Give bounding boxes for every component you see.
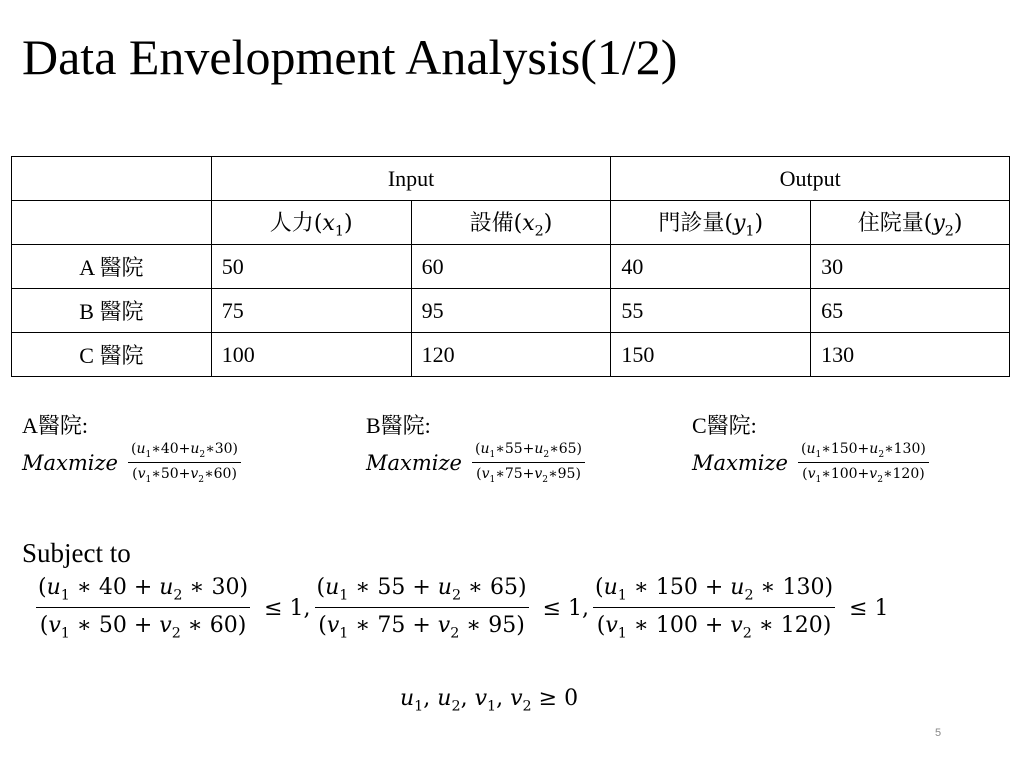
table-row [12,245,1010,289]
constraint-relation: ≤ 1, [264,595,311,621]
constraint-relation: ≤ 1 [849,595,889,621]
page-number: 5 [935,727,942,739]
table-cell: 40 [611,245,811,289]
hospital-b-objective [366,413,585,485]
row-name: B 醫院 [12,289,212,333]
hospital-c-objective [692,413,929,485]
table-cell: 130 [811,333,1010,377]
constraint-b-fraction: $\frac{(u_1 ∗ 55 + u_2 ∗ 65)}{(v_1 ∗ 75 + v_2 ∗ 95)}$ [316,575,527,642]
objective-fraction: $\frac{(u_1∗40+u_2∗30)}{(v_1∗50+v_2∗60)}$ [128,441,241,485]
maximize-label: Maxmize [692,451,788,476]
column-header-manpower: 人力$(x_1)$ [211,201,411,245]
maximize-label: Maxmize [366,451,462,476]
hospital-label: C醫院: [692,413,757,438]
table-group-header-row [12,157,1010,201]
objective-fraction: $\frac{(u_1∗55+u_2∗65)}{(v_1∗75+v_2∗95)}$ [472,441,585,485]
group-header-input: Input [211,157,611,201]
table-corner-cell [12,157,212,201]
table-cell: 30 [811,245,1010,289]
data-table [11,156,1010,377]
maximize-label: Maxmize [22,451,118,476]
column-header-inpatient: 住院量$(y_2)$ [811,201,1010,245]
objective-fraction: $\frac{(u_1∗150+u_2∗130)}{(v_1∗100+v_2∗120)}$ [798,441,929,485]
column-header-equipment: 設備$(x_2)$ [411,201,611,245]
table-row [12,333,1010,377]
group-header-output: Output [611,157,1010,201]
table-cell: 55 [611,289,811,333]
slide-title: Data Envelopment Analysis(1/2) [22,29,678,85]
table-cell: 120 [411,333,611,377]
hospital-label: A醫院: [22,413,89,438]
table-corner-cell [12,201,212,245]
table-row [12,289,1010,333]
table-cell: 100 [211,333,411,377]
constraint-relation: ≤ 1, [542,595,590,621]
table-cell: 60 [411,245,611,289]
table-column-header-row [12,201,1010,245]
hospital-a-objective [22,413,241,485]
constraint-a-fraction: $\frac{(u_1 ∗ 40 + u_2 ∗ 30)}{(v_1 ∗ 50 + v_2 ∗ 60)}$ [38,575,249,642]
table-cell: 50 [211,245,411,289]
constraint-c-fraction: $\frac{(u_1 ∗ 150 + u_2 ∗ 130)}{(v_1 ∗ 100 + v_2 ∗ 120)}$ [595,575,834,642]
subject-to-label: Subject to [22,538,131,568]
row-name: A 醫院 [12,245,212,289]
column-header-outpatient: 門診量$(y_1)$ [611,201,811,245]
table-cell: 75 [211,289,411,333]
table-cell: 95 [411,289,611,333]
row-name: C 醫院 [12,333,212,377]
constraints [36,575,893,642]
table-cell: 150 [611,333,811,377]
table-cell: 65 [811,289,1010,333]
hospital-label: B醫院: [366,413,431,438]
nonnegativity-constraint: $u_1$, $u_2$, $v_1$, $v_2 \ge 0$ [400,686,579,715]
